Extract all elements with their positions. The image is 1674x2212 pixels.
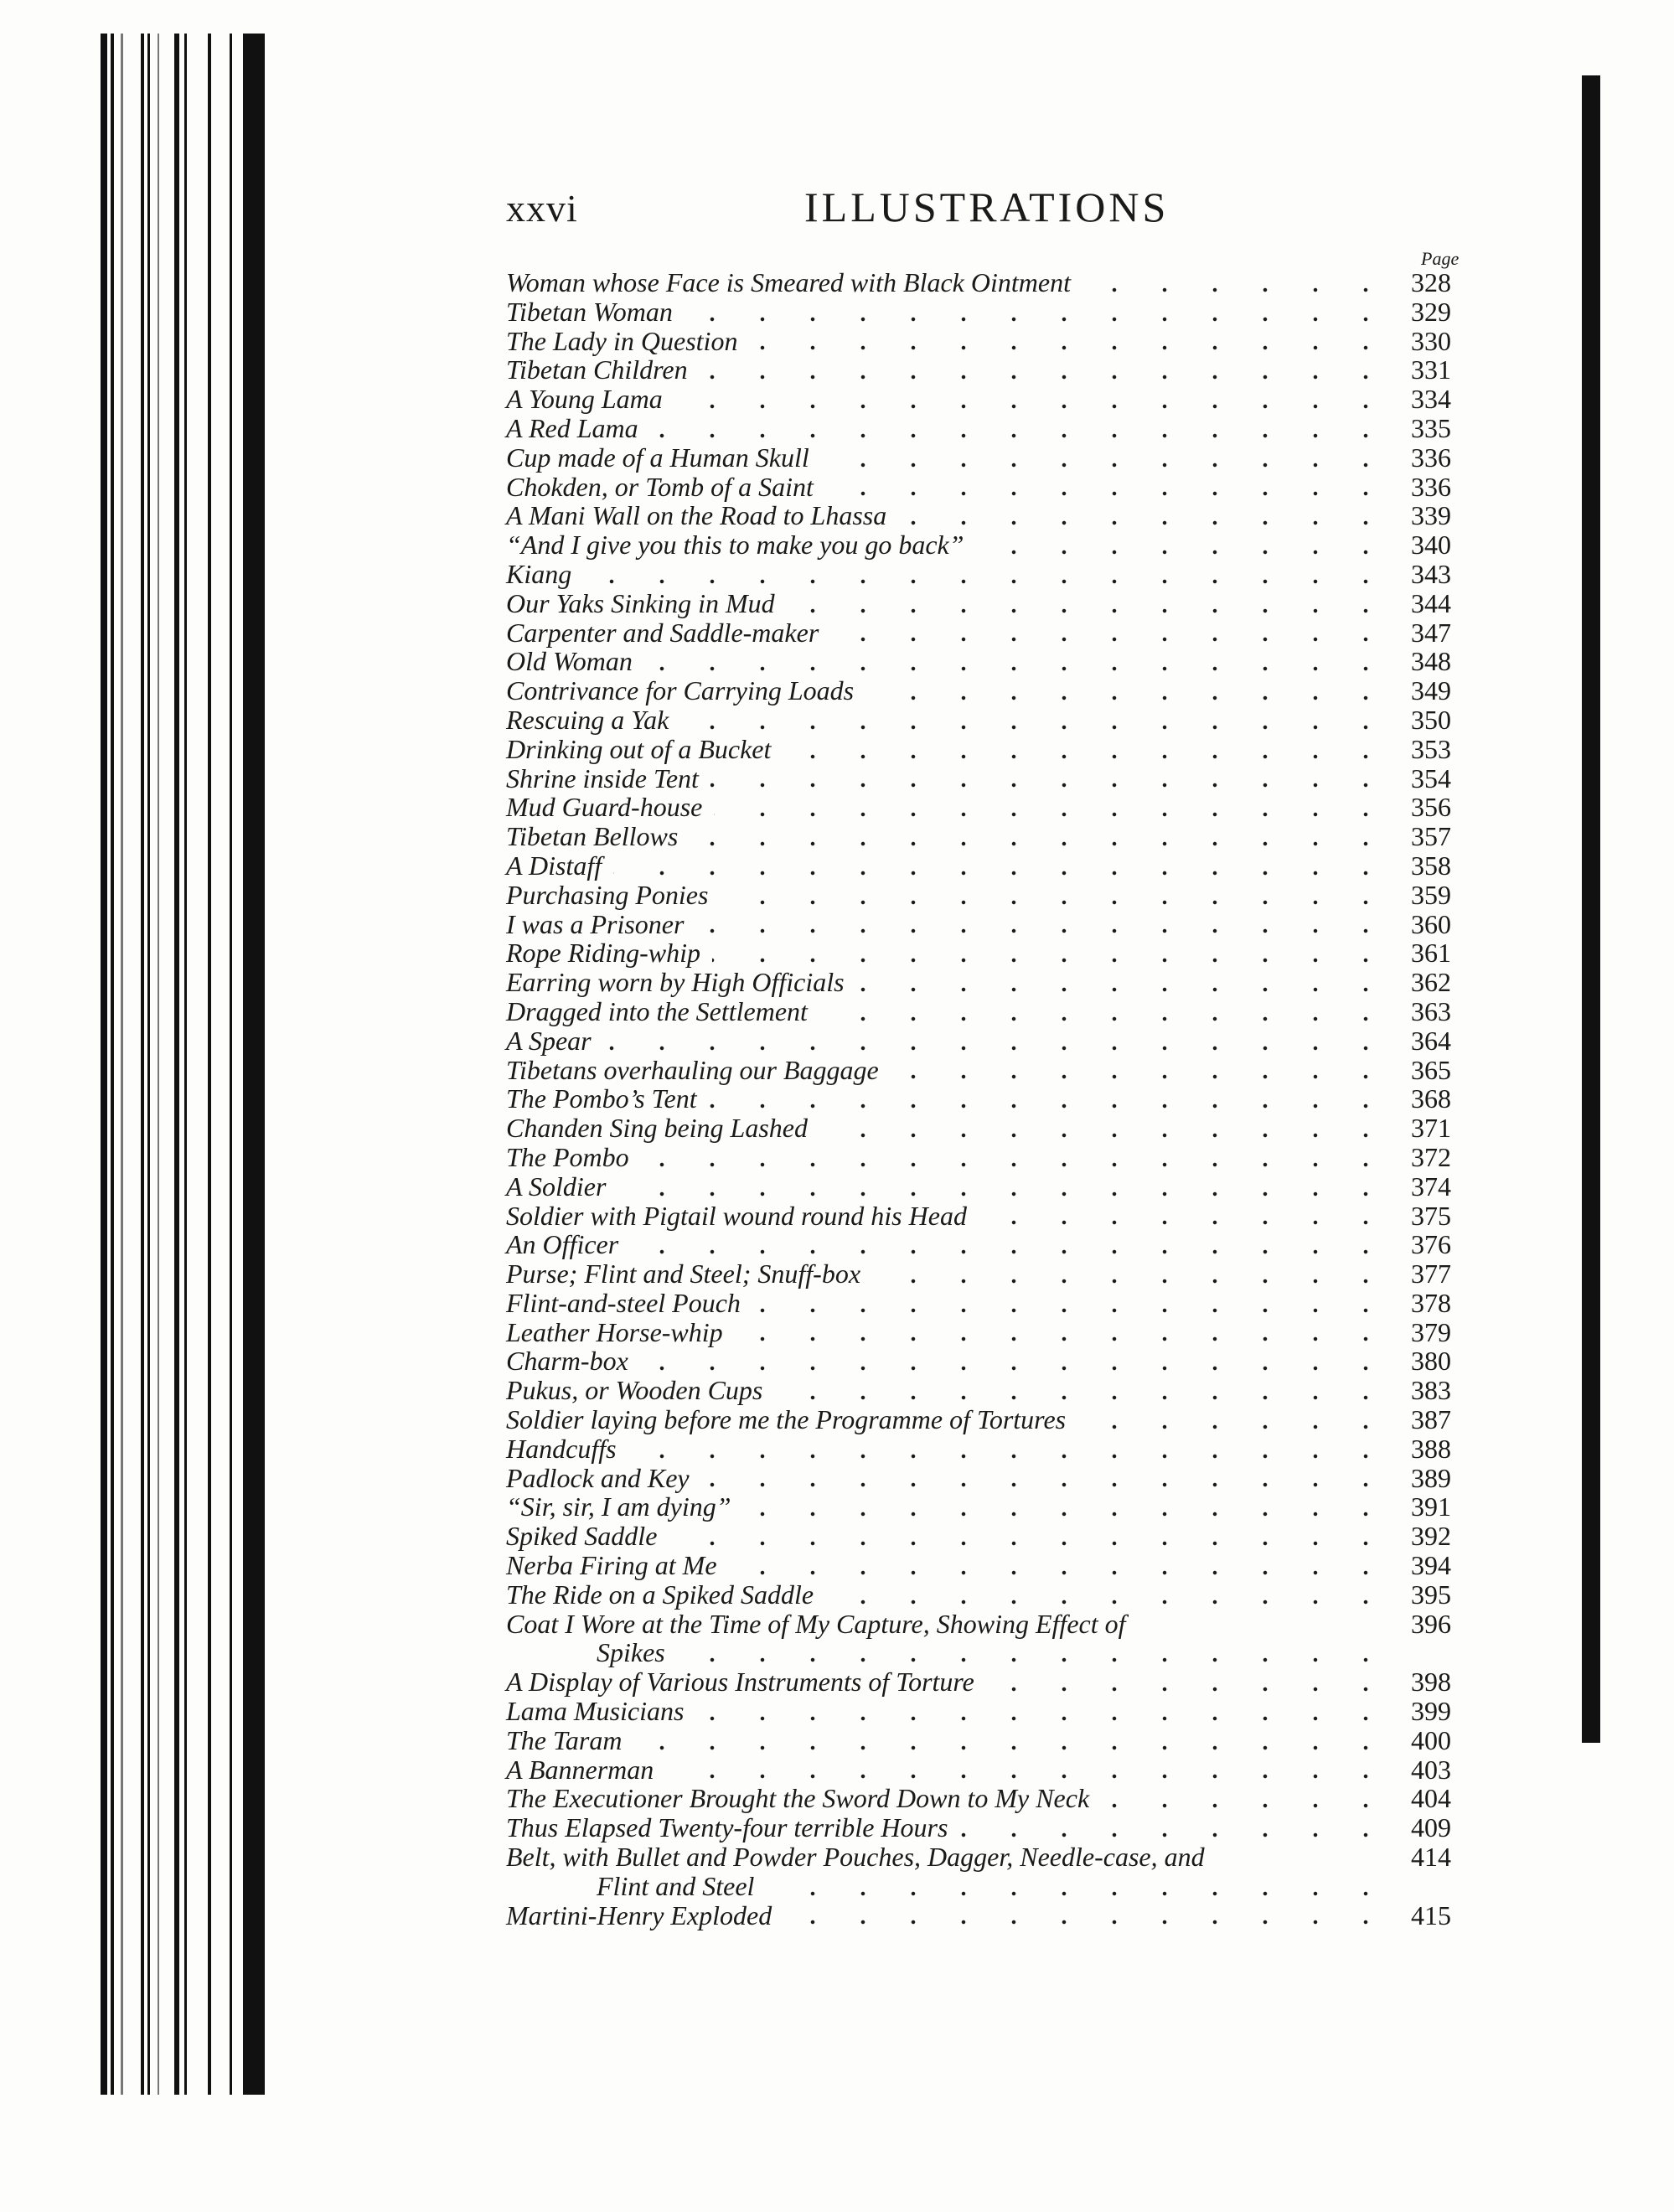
dot-leader (720, 900, 1391, 905)
illustration-title: Shrine inside Tent (506, 762, 699, 793)
illustration-title: The Taram (506, 1724, 623, 1755)
dot-leader (979, 1220, 1391, 1225)
list-item (506, 618, 1491, 648)
illustration-title: Tibetan Children (506, 354, 688, 385)
illustration-title: A Young Lama (506, 384, 663, 415)
dot-leader (690, 841, 1391, 846)
illustration-title: A Red Lama (506, 412, 638, 443)
list-item (506, 1755, 1491, 1785)
dot-leader (628, 1454, 1391, 1459)
illustration-title: I was a Prisoner (506, 908, 685, 939)
dot-leader (669, 1541, 1391, 1546)
page-number: 357 (1411, 821, 1451, 852)
dot-leader (825, 1600, 1391, 1605)
list-item (506, 1842, 1491, 1901)
list-item (506, 1318, 1491, 1347)
list-item (506, 414, 1491, 443)
illustration-title: The Executioner Brought the Sword Down to My Neck (506, 1783, 1090, 1814)
dot-leader (1082, 287, 1391, 292)
list-item (506, 1901, 1491, 1930)
page-number: 353 (1411, 733, 1451, 764)
page-folio: xxvi (506, 187, 578, 230)
list-item (506, 1259, 1491, 1289)
list-item (506, 473, 1491, 502)
list-item (506, 968, 1491, 997)
list-item (506, 501, 1491, 530)
illustration-title: “And I give you this to make you go back” (506, 530, 964, 561)
dot-leader (1077, 1424, 1391, 1429)
illustration-title: Contrivance for Carrying Loads (506, 675, 855, 706)
dot-leader (865, 695, 1391, 700)
list-item (506, 1289, 1491, 1318)
page-number: 348 (1411, 646, 1451, 677)
list-item (506, 1172, 1491, 1202)
illustration-title: Cup made of a Human Skull (506, 442, 809, 473)
illustration-title: Martini-Henry Exploded (506, 1899, 772, 1930)
dot-leader (709, 1103, 1391, 1109)
list-item (506, 443, 1491, 473)
illustration-title: A Spear (506, 1025, 592, 1056)
page-column-label: Page (1421, 248, 1460, 269)
illustration-title: An Officer (506, 1229, 619, 1260)
dot-leader (680, 725, 1391, 730)
dot-leader (729, 1570, 1391, 1575)
dot-leader (856, 987, 1391, 992)
page-number: 389 (1411, 1462, 1451, 1493)
illustration-title: Carpenter and Saddle-maker (506, 617, 819, 648)
page-number: 399 (1411, 1696, 1451, 1727)
dot-leader (630, 1249, 1391, 1254)
page-number: 361 (1411, 938, 1451, 969)
page-number: 344 (1411, 587, 1451, 618)
page-number: 404 (1411, 1783, 1451, 1814)
dot-leader (583, 579, 1391, 584)
list-item (506, 560, 1491, 589)
illustration-title: Thus Elapsed Twenty-four terrible Hours (506, 1812, 948, 1843)
dot-leader (695, 928, 1391, 933)
page-number: 388 (1411, 1433, 1451, 1464)
dot-leader (959, 1832, 1391, 1837)
illustration-title: Rope Riding-whip (506, 938, 700, 969)
page-number: 372 (1411, 1141, 1451, 1172)
page-number: 359 (1411, 879, 1451, 910)
dot-leader (898, 520, 1391, 525)
illustration-title: Tibetan Woman (506, 296, 673, 327)
page-number: 354 (1411, 762, 1451, 793)
list-item (506, 1346, 1491, 1376)
dot-leader (819, 1133, 1391, 1138)
page-number: 349 (1411, 675, 1451, 706)
list-item (506, 910, 1491, 939)
page-title: ILLUSTRATIONS (804, 183, 1170, 230)
page-number: 358 (1411, 850, 1451, 881)
illustration-title: Padlock and Key (506, 1462, 690, 1493)
list-item (506, 1056, 1491, 1085)
list-item (506, 1551, 1491, 1580)
dot-leader (774, 1395, 1391, 1400)
list-item (506, 1405, 1491, 1434)
list-item (506, 1492, 1491, 1522)
dot-leader (986, 1687, 1391, 1692)
illustration-title: A Bannerman (506, 1754, 654, 1785)
list-item (506, 1084, 1491, 1114)
page-number: 409 (1411, 1812, 1451, 1843)
illustration-title: Pukus, or Wooden Cups (506, 1375, 763, 1406)
page-number: 380 (1411, 1346, 1451, 1377)
list-item (506, 1697, 1491, 1726)
illustration-title: Charm-box (506, 1346, 628, 1377)
illustrations-list (506, 268, 1491, 1930)
illustration-title: “Sir, sir, I am dying” (506, 1491, 731, 1522)
page-number: 339 (1411, 500, 1451, 531)
dot-leader (976, 550, 1391, 555)
list-item (506, 764, 1491, 793)
illustration-title: The Lady in Question (506, 325, 738, 356)
page-number: 378 (1411, 1287, 1451, 1318)
page-number: 336 (1411, 442, 1451, 473)
page-number: 400 (1411, 1724, 1451, 1755)
list-item (506, 1114, 1491, 1143)
dot-leader (701, 1482, 1391, 1487)
illustration-title: A Soldier (506, 1171, 607, 1202)
page-number: 356 (1411, 792, 1451, 823)
list-item (506, 1667, 1491, 1697)
list-item (506, 676, 1491, 705)
illustration-title: Dragged into the Settlement (506, 995, 808, 1026)
illustration-title-continuation: Spikes (597, 1637, 665, 1668)
page-number: 375 (1411, 1200, 1451, 1231)
list-item (506, 1726, 1491, 1755)
list-item (506, 297, 1491, 327)
list-item (506, 530, 1491, 560)
dot-leader (700, 375, 1391, 380)
illustration-title: Lama Musicians (506, 1696, 685, 1727)
dot-leader (712, 958, 1391, 963)
dot-leader (752, 1308, 1391, 1313)
dot-leader (603, 1046, 1391, 1051)
page-number: 396 (1411, 1608, 1451, 1639)
dot-leader (644, 666, 1391, 671)
illustration-title: Rescuing a Yak (506, 704, 669, 735)
page-number: 365 (1411, 1054, 1451, 1085)
page-number: 387 (1411, 1404, 1451, 1435)
dot-leader (735, 1336, 1391, 1341)
page-number: 368 (1411, 1083, 1451, 1114)
illustration-title: The Pombo (506, 1141, 629, 1172)
illustration-title: Our Yaks Sinking in Mud (506, 587, 775, 618)
list-item (506, 1143, 1491, 1172)
illustration-title: Earring worn by High Officials (506, 967, 845, 998)
list-item (506, 647, 1491, 676)
list-item (506, 1784, 1491, 1813)
illustration-title: Woman whose Face is Smeared with Black Ointment (506, 267, 1071, 297)
page-header (506, 183, 1386, 245)
page-number: 383 (1411, 1375, 1451, 1406)
dot-leader (749, 345, 1391, 350)
dot-leader (665, 1774, 1391, 1779)
list-item (506, 881, 1491, 910)
illustration-title: Purse; Flint and Steel; Snuff-box (506, 1258, 861, 1289)
illustration-title: A Display of Various Instruments of Torture (506, 1667, 974, 1698)
dot-leader (674, 404, 1391, 409)
page-number: 392 (1411, 1521, 1451, 1552)
list-item (506, 1376, 1491, 1405)
page-number: 414 (1411, 1842, 1451, 1873)
page-number: 403 (1411, 1754, 1451, 1785)
list-item (506, 589, 1491, 618)
illustration-title: Belt, with Bullet and Powder Pouches, Dagger, Needle-case, and (506, 1842, 1205, 1873)
list-item (506, 1026, 1491, 1056)
page-number: 340 (1411, 530, 1451, 561)
page-number: 398 (1411, 1667, 1451, 1698)
page-number: 343 (1411, 558, 1451, 589)
page-number: 379 (1411, 1316, 1451, 1347)
illustration-title: The Ride on a Spiked Saddle (506, 1579, 814, 1610)
illustration-title: Spiked Saddle (506, 1521, 658, 1552)
dot-leader (633, 1745, 1391, 1750)
list-item (506, 1610, 1491, 1668)
dot-leader (695, 1716, 1391, 1721)
list-item (506, 355, 1491, 385)
page-number: 394 (1411, 1550, 1451, 1581)
page-number: 336 (1411, 471, 1451, 502)
list-item (506, 793, 1491, 822)
dot-leader (766, 1891, 1391, 1896)
page-number: 377 (1411, 1258, 1451, 1289)
binding-edge (40, 34, 283, 2095)
illustration-title: Handcuffs (506, 1433, 617, 1464)
page-number: 330 (1411, 325, 1451, 356)
illustration-title: Leather Horse-whip (506, 1316, 723, 1347)
list-item (506, 1230, 1491, 1259)
list-item (506, 1813, 1491, 1842)
list-item (506, 851, 1491, 881)
list-item (506, 1202, 1491, 1231)
dot-leader (787, 608, 1391, 613)
illustration-title: Soldier laying before me the Programme of Tortures (506, 1404, 1067, 1435)
illustration-title: The Pombo’s Tent (506, 1083, 697, 1114)
page-number: 335 (1411, 412, 1451, 443)
page-number: 363 (1411, 995, 1451, 1026)
dot-leader (783, 754, 1391, 759)
dot-leader (613, 871, 1391, 876)
illustration-title: A Distaff (506, 850, 602, 881)
page-number: 374 (1411, 1171, 1451, 1202)
dot-leader (872, 1279, 1391, 1284)
list-item (506, 705, 1491, 735)
list-item (506, 385, 1491, 414)
dot-leader (830, 637, 1391, 642)
dot-leader (891, 1074, 1391, 1079)
page-number: 360 (1411, 908, 1451, 939)
dot-leader (677, 1657, 1391, 1662)
dot-leader (710, 783, 1391, 788)
illustration-title: Kiang (506, 558, 572, 589)
illustration-title: Tibetan Bellows (506, 821, 679, 852)
dot-leader (783, 1920, 1391, 1925)
dot-leader (641, 1162, 1391, 1167)
illustration-title: Flint-and-steel Pouch (506, 1287, 741, 1318)
illustration-title: Mud Guard-house (506, 792, 703, 823)
page-number: 331 (1411, 354, 1451, 385)
list-item (506, 997, 1491, 1026)
illustration-title: A Mani Wall on the Road to Lhassa (506, 500, 887, 531)
dot-leader (821, 463, 1391, 468)
page-number: 364 (1411, 1025, 1451, 1056)
page-number: 329 (1411, 296, 1451, 327)
right-edge-bar (1582, 75, 1600, 1743)
page-number: 371 (1411, 1113, 1451, 1144)
page-number: 376 (1411, 1229, 1451, 1260)
illustration-title: Purchasing Ponies (506, 879, 709, 910)
list-item (506, 1522, 1491, 1551)
dot-leader (819, 1016, 1391, 1021)
dot-leader (714, 812, 1391, 817)
list-item (506, 1464, 1491, 1493)
illustration-title: Old Woman (506, 646, 633, 677)
page-number: 334 (1411, 384, 1451, 415)
dot-leader (685, 317, 1391, 322)
page-number: 391 (1411, 1491, 1451, 1522)
dot-leader (1101, 1803, 1391, 1808)
illustration-title: Chokden, or Tomb of a Saint (506, 471, 814, 502)
illustration-title: Tibetans overhauling our Baggage (506, 1054, 879, 1085)
dot-leader (617, 1191, 1391, 1196)
illustration-title: Soldier with Pigtail wound round his Head (506, 1200, 967, 1231)
dot-leader (825, 491, 1391, 496)
page-number: 362 (1411, 967, 1451, 998)
page-number: 350 (1411, 704, 1451, 735)
dot-leader (640, 1366, 1391, 1371)
illustration-title: Nerba Firing at Me (506, 1550, 717, 1581)
list-item (506, 327, 1491, 356)
dot-leader (743, 1512, 1391, 1517)
page-number: 415 (1411, 1899, 1451, 1930)
list-item (506, 1434, 1491, 1464)
page-number: 395 (1411, 1579, 1451, 1610)
illustration-title: Chanden Sing being Lashed (506, 1113, 808, 1144)
page-number: 347 (1411, 617, 1451, 648)
list-item (506, 735, 1491, 764)
list-item (506, 268, 1491, 297)
dot-leader (650, 433, 1391, 438)
list-item (506, 1580, 1491, 1610)
page-number: 328 (1411, 267, 1451, 297)
list-item (506, 938, 1491, 968)
illustration-title-continuation: Flint and Steel (597, 1870, 755, 1901)
illustration-title: Coat I Wore at the Time of My Capture, Showing Effect of (506, 1608, 1126, 1639)
illustration-title: Drinking out of a Bucket (506, 733, 772, 764)
list-item (506, 822, 1491, 851)
